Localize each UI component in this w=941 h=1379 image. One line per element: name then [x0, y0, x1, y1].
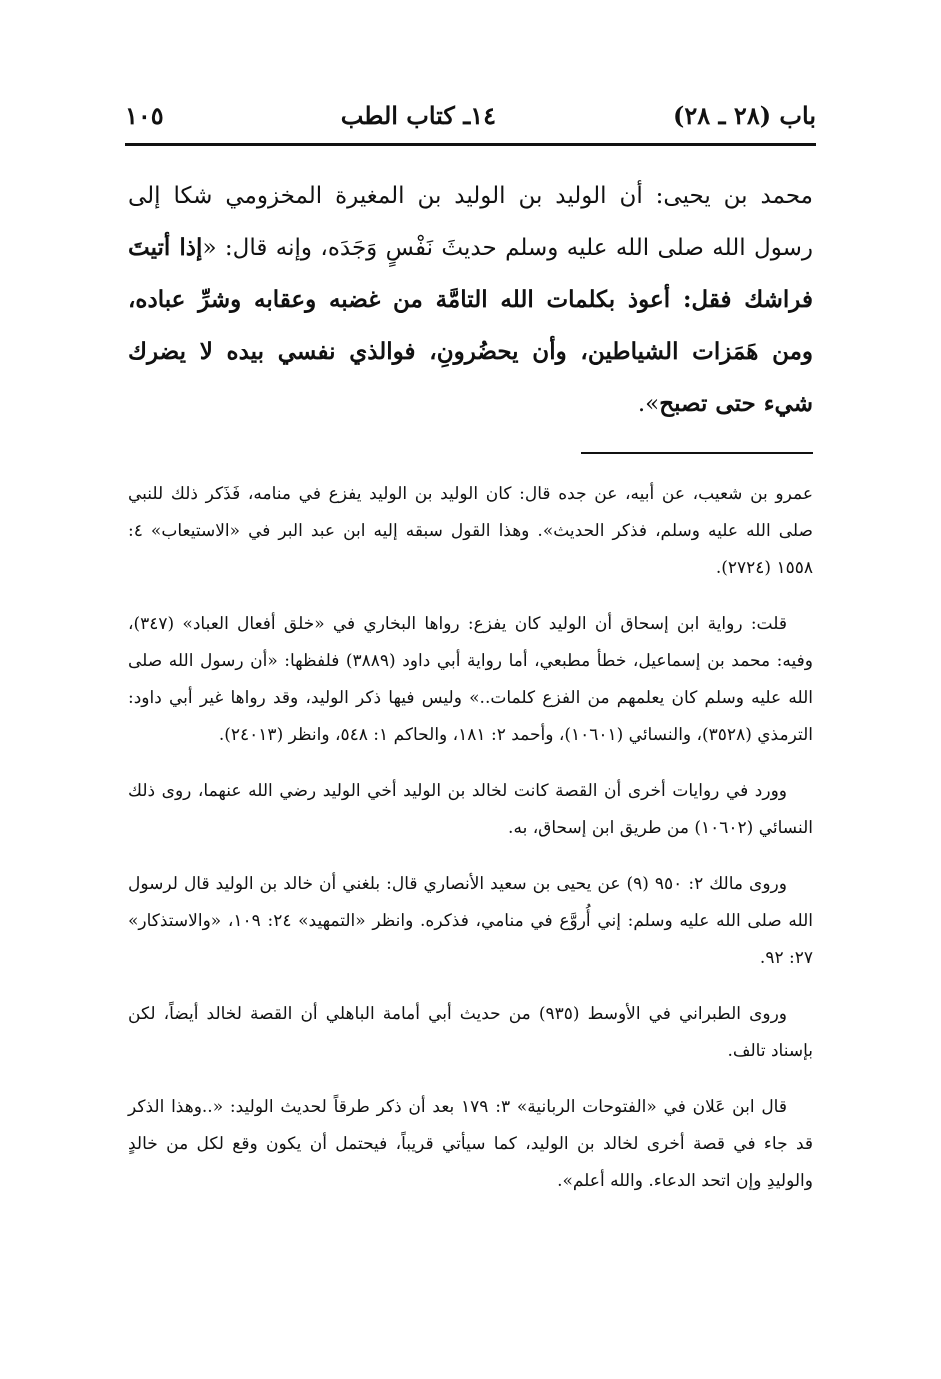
footnote-paragraph: وروى الطبراني في الأوسط (٩٣٥) من حديث أبي أمامة الباهلي أن القصة لخالد أيضاً، لكن بإسناد تالف.: [128, 1004, 813, 1061]
page-number: ١٠٥: [125, 100, 164, 130]
footnote-paragraph: وورد في روايات أخرى أن القصة كانت لخالد بن الوليد أخي الوليد رضي الله عنهما، روى ذلك النسائي (١٠٦٠٢) من طريق ابن إسحاق، به.: [128, 781, 813, 838]
book-title: ١٤ـ كتاب الطب: [340, 100, 497, 130]
header-rule: [125, 143, 816, 146]
footnotes-section: [128, 476, 813, 1219]
hadith-ending: ».: [637, 391, 660, 417]
chapter-reference: باب (٢٨ ـ ٢٨): [673, 100, 816, 130]
footnote-paragraph: قال ابن عَلان في «الفتوحات الربانية» ٣: ١٧٩ بعد أن ذكر طرقاً لحديث الوليد: «..وهذا الذكر قد جاء في قصة أخرى لخالد بن الوليد، كما سيأتي قريباً، فيحتمل أن يكون وقع لكل من خالدٍ والوليدِ وإن اتحد الدعاء. والله أعلم».: [128, 1097, 813, 1191]
footnote-paragraph: وروى مالك ٢: ٩٥٠ (٩) عن يحيى بن سعيد الأنصاري قال: بلغني أن خالد بن الوليد قال لرسول الله صلى الله عليه وسلم: إني أُروَّع في منامي، فذكره. وانظر «التمهيد» ٢٤: ١٠٩، «والاستذكار» ٢٧: ٩٢.: [128, 874, 813, 968]
page-header: [125, 93, 816, 137]
hadith-dua-text: إذا أتيتَ فراشك فقل: أعوذ بكلمات الله التامَّة من غضبه وعقابه وشرِّ عباده، ومن هَمَزات الشياطين، وأن يحضُرونِ، فوالذي نفسي بيده لا يضرك شيء حتى تصبح: [128, 234, 813, 417]
footnote-paragraph: قلت: رواية ابن إسحاق أن الوليد كان يفزع: رواها البخاري في «خلق أفعال العباد» (٣٤٧)، وفيه: محمد بن إسماعيل، خطأ مطبعي، أما رواية أبي داود (٣٨٨٩) فلفظها: «أن رسول الله صلى الله عليه وسلم كان يعلمهم من الفزع كلمات..» وليس فيها ذكر الوليد، وقد رواها غير أبي داود: الترمذي (٣٥٢٨)، والنسائي (١٠٦٠١)، وأحمد ٢: ١٨١، والحاكم ١: ٥٤٨، وانظر (٢٤٠١٣).: [128, 614, 813, 745]
main-hadith-text: [128, 170, 813, 430]
footnote-paragraph: عمرو بن شعيب، عن أبيه، عن جده قال: كان الوليد بن الوليد يفزع في منامه، فَذَكر ذلك للنبي صلى الله عليه وسلم، فذكر الحديث». وهذا القول سبقه إليه ابن عبد البر في «الاستيعاب» ٤: ١٥٥٨ (٢٧٢٤).: [128, 484, 813, 578]
footnote-separator: [581, 452, 813, 454]
hadith-narration: محمد بن يحيى: أن الوليد بن الوليد بن المغيرة المخزومي شكا إلى رسول الله صلى الله عليه وسلم حديثَ نَفْسٍ وَجَدَه، وإنه قال: «: [128, 183, 813, 261]
